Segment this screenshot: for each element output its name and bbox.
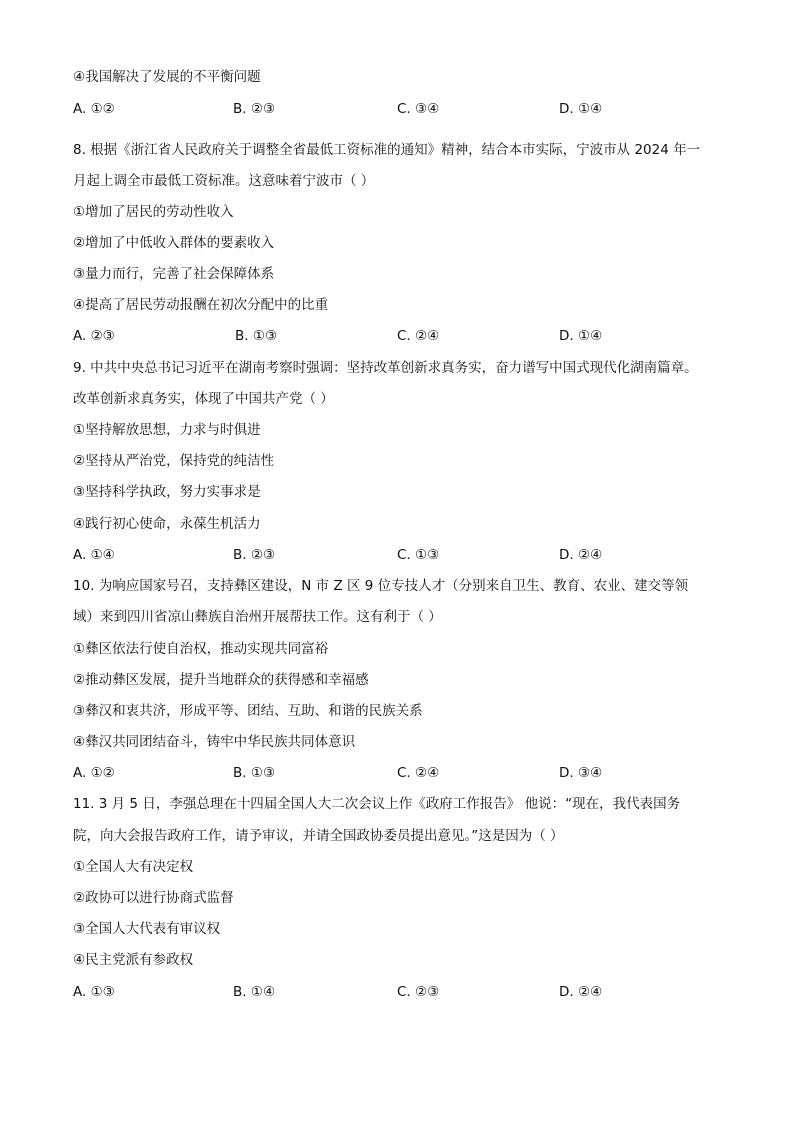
q10-statement-3: ③彝汉和衷共济，形成平等、团结、互助、和谐的民族关系	[73, 703, 423, 719]
q8-statement-4: ④提高了居民劳动报酬在初次分配中的比重	[73, 297, 329, 313]
q11-option-b[interactable]: B. ①④	[233, 984, 276, 1000]
q10-stem-line-1: 10. 为响应国家号召，支持彝区建设，N 市 Z 区 9 位专技人才（分别来自卫生、教育、农业、建交等领	[73, 578, 689, 594]
q8-options	[73, 327, 633, 345]
q11-option-c[interactable]: C. ②③	[397, 984, 440, 1000]
q11-options	[73, 983, 633, 1001]
q11-option-a[interactable]: A. ①③	[73, 984, 115, 1000]
q9-stem-line-1: 9. 中共中央总书记习近平在湖南考察时强调：坚持改革创新求真务实，奋力谱写中国式现代化湖南篇章。	[73, 360, 698, 376]
q10-option-a[interactable]: A. ①②	[73, 765, 115, 781]
q8-statement-3: ③量力而行，完善了社会保障体系	[73, 266, 275, 282]
q8-statement-1: ①增加了居民的劳动性收入	[73, 204, 234, 220]
q11-statement-2: ②政协可以进行协商式监督	[73, 890, 234, 906]
q9-statement-3: ③坚持科学执政，努力实事求是	[73, 484, 261, 500]
q11-statement-4: ④民主党派有参政权	[73, 952, 194, 968]
q8-option-d[interactable]: D. ①④	[559, 328, 603, 344]
q9-statement-4: ④践行初心使命，永葆生机活力	[73, 516, 261, 532]
q11-stem-line-2: 院，向大会报告政府工作，请予审议，并请全国政协委员提出意见。”这是因为（ ）	[73, 828, 564, 844]
q10-option-d[interactable]: D. ③④	[559, 765, 603, 781]
q7-option-d[interactable]: D. ①④	[559, 101, 603, 117]
q10-statement-4: ④彝汉共同团结奋斗，铸牢中华民族共同体意识	[73, 734, 356, 750]
q10-option-b[interactable]: B. ①③	[233, 765, 276, 781]
q8-option-a[interactable]: A. ②③	[73, 328, 115, 344]
q11-stem-line-1: 11. 3 月 5 日，李强总理在十四届全国人大二次会议上作《政府工作报告》 他说：“现在，我代表国务	[73, 796, 681, 812]
q9-option-b[interactable]: B. ②③	[233, 547, 276, 563]
q7-option-c[interactable]: C. ③④	[397, 101, 440, 117]
q8-option-c[interactable]: C. ②④	[397, 328, 440, 344]
q7-options	[73, 100, 633, 118]
q9-options	[73, 546, 633, 564]
q9-stem-line-2: 改革创新求真务实，体现了中国共产党（ ）	[73, 391, 334, 407]
q9-option-d[interactable]: D. ②④	[559, 547, 603, 563]
q9-option-a[interactable]: A. ①④	[73, 547, 115, 563]
q9-statement-1: ①坚持解放思想，力求与时俱进	[73, 422, 261, 438]
q11-statement-1: ①全国人大有决定权	[73, 859, 194, 875]
q7-option-b[interactable]: B. ②③	[233, 101, 276, 117]
q8-statement-2: ②增加了中低收入群体的要素收入	[73, 235, 275, 251]
q8-stem-line-2: 月起上调全市最低工资标准。这意味着宁波市（ ）	[73, 173, 375, 189]
q7-option-a[interactable]: A. ①②	[73, 101, 115, 117]
q11-statement-3: ③全国人大代表有审议权	[73, 921, 221, 937]
q8-stem-line-1: 8. 根据《浙江省人民政府关于调整全省最低工资标准的通知》精神，结合本市实际，宁波市从 2024 年一	[73, 142, 701, 158]
q7-statement-4: ④我国解决了发展的不平衡问题	[73, 69, 261, 85]
q9-option-c[interactable]: C. ①③	[397, 547, 440, 563]
q10-statement-2: ②推动彝区发展，提升当地群众的获得感和幸福感	[73, 672, 369, 688]
q10-stem-line-2: 域）来到四川省凉山彝族自治州开展帮扶工作。这有利于（ ）	[73, 609, 442, 625]
q10-statement-1: ①彝区依法行使自治权，推动实现共同富裕	[73, 641, 329, 657]
q10-option-c[interactable]: C. ②④	[397, 765, 440, 781]
q10-options	[73, 764, 633, 782]
q8-option-b[interactable]: B. ①③	[235, 328, 278, 344]
q11-option-d[interactable]: D. ②④	[559, 984, 603, 1000]
q9-statement-2: ②坚持从严治党，保持党的纯洁性	[73, 453, 275, 469]
